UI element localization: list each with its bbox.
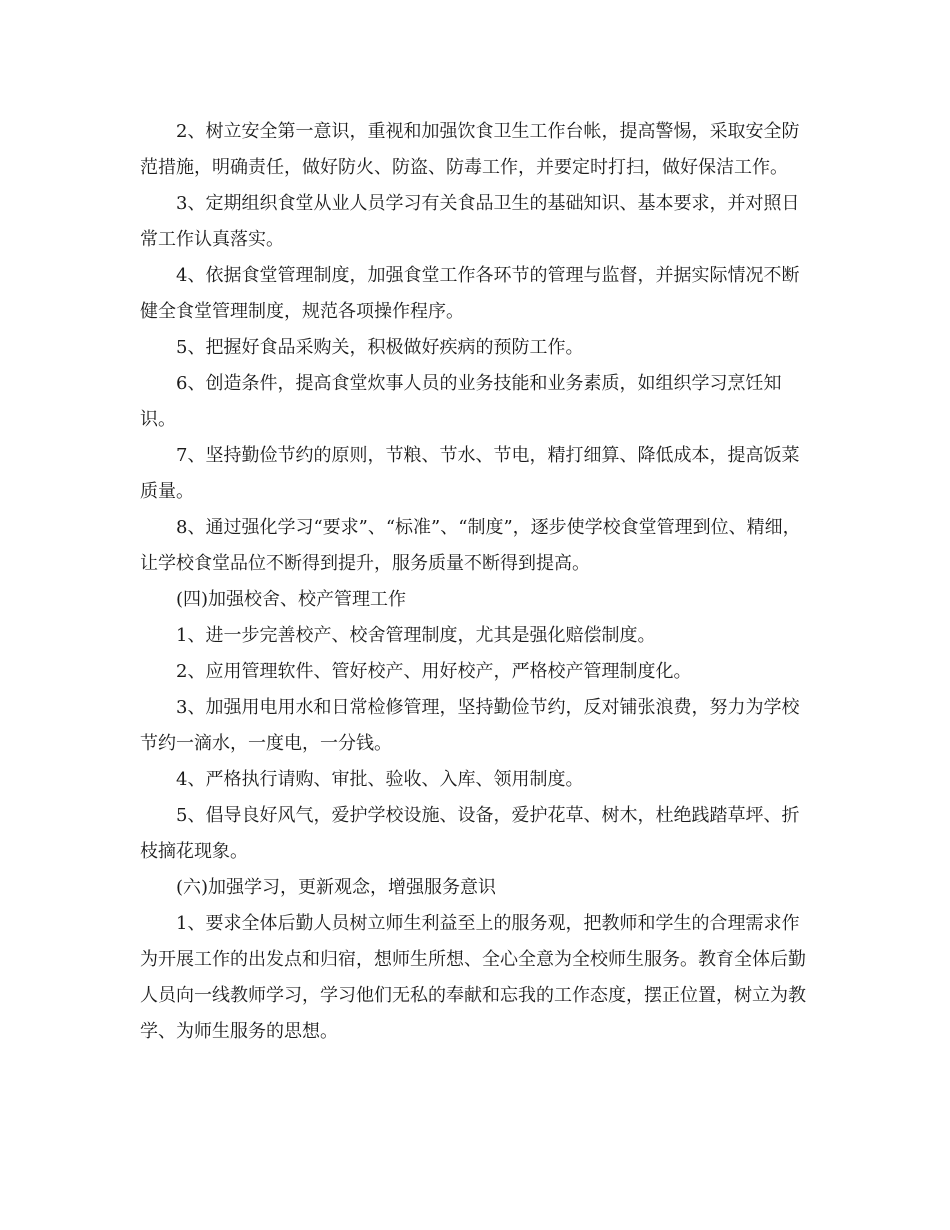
paragraph-property-system: 1、进一步完善校产、校舍管理制度，尤其是强化赔偿制度。: [176, 625, 656, 646]
paragraph-canteen-rules: 4、依据食堂管理制度，加强食堂工作各环节的管理与监督，并据实际情况不断健全食堂管理制度，规范各项操作程序。: [140, 265, 800, 322]
paragraph-safety-awareness: 2、树立安全第一意识，重视和加强饮食卫生工作台帐，提高警惕，采取安全防范措施，明确责任，做好防火、防盗、防毒工作，并要定时打扫，做好保洁工作。: [140, 121, 800, 178]
document-body: [140, 114, 810, 1050]
paragraph-service-attitude: 1、要求全体后勤人员树立师生利益至上的服务观，把教师和学生的合理需求作为开展工作的出发点和归宿，想师生所想、全心全意为全校师生服务。教育全体后勤人员向一线教师学习，学习他们无私的奉献和忘我的工作态度，摆正位置，树立为教学、为师生服务的思想。: [140, 913, 806, 1042]
section-heading-property-management: (四)加强校舍、校产管理工作: [176, 589, 407, 610]
paragraph-thrift: 7、坚持勤俭节约的原则，节粮、节水、节电，精打细算、降低成本，提高饭菜质量。: [140, 445, 800, 502]
paragraph-skill-improvement: 6、创造条件，提高食堂炊事人员的业务技能和业务素质，如组织学习烹饪知识。: [140, 373, 782, 430]
paragraph-management-software: 2、应用管理软件、管好校产、用好校产，严格校产管理制度化。: [176, 661, 692, 682]
section-heading-service-awareness: (六)加强学习，更新观念，增强服务意识: [176, 877, 497, 898]
paragraph-utilities: 3、加强用电用水和日常检修管理，坚持勤俭节约，反对铺张浪费，努力为学校节约一滴水，一度电，一分钱。: [140, 697, 800, 754]
paragraph-food-purchasing: 5、把握好食品采购关，积极做好疾病的预防工作。: [176, 337, 584, 358]
paragraph-procurement-rules: 4、严格执行请购、审批、验收、入库、领用制度。: [176, 769, 584, 790]
paragraph-staff-training: 3、定期组织食堂从业人员学习有关食品卫生的基础知识、基本要求，并对照日常工作认真落实。: [140, 193, 800, 250]
paragraph-standards: 8、通过强化学习“要求”、“标准”、“制度”，逐步使学校食堂管理到位、精细，让学校食堂品位不断得到提升，服务质量不断得到提高。: [140, 517, 801, 574]
paragraph-good-conduct: 5、倡导良好风气，爱护学校设施、设备，爱护花草、树木，杜绝践踏草坪、折枝摘花现象。: [140, 805, 800, 862]
